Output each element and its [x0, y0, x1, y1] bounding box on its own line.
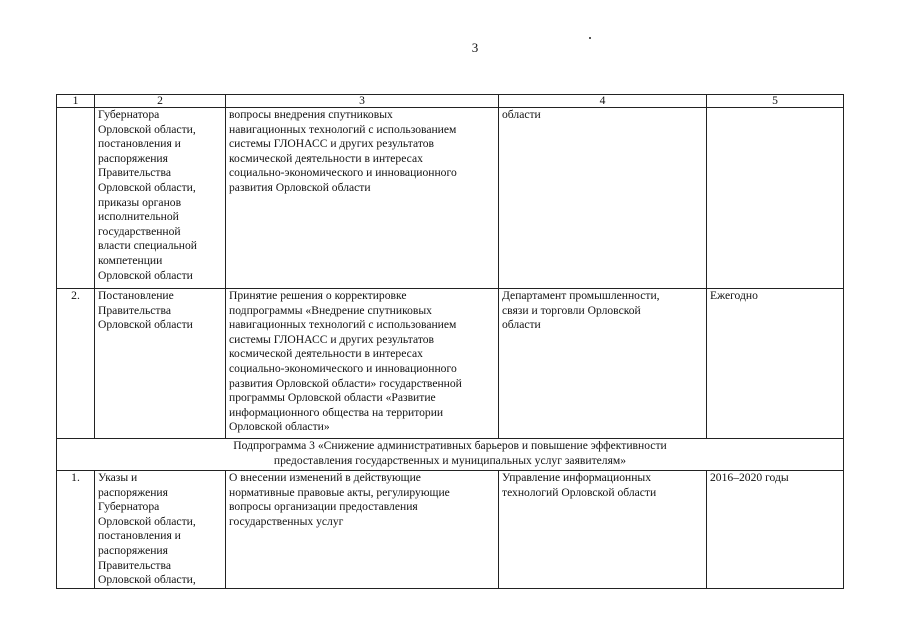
column-header-1: 1 [57, 95, 95, 108]
subprogram-heading: Подпрограмма 3 «Снижение административных барьеров и повышение эффективности предоставления государственных и муниципальных услуг заявителям» [57, 439, 844, 471]
column-header-5: 5 [707, 95, 844, 108]
subprogram-row [57, 439, 844, 471]
table-header-row [57, 95, 844, 108]
measure-content-cell: вопросы внедрения спутниковых навигационных технологий с использованием системы ГЛОНАСС и других результатов космической деятельности в интересах социально-экономического и инновационного развития Орловской области [226, 108, 499, 289]
legal-act-cell: Губернатора Орловской области, постановления и распоряжения Правительства Орловской области, приказы органов исполнительной государственной власти специальной компетенции Орловской области [95, 108, 226, 289]
row-number: 2. [57, 289, 95, 439]
term-cell [707, 108, 844, 289]
legal-act-cell: Постановление Правительства Орловской области [95, 289, 226, 439]
table-row [57, 108, 844, 289]
column-header-3: 3 [226, 95, 499, 108]
executor-cell: области [499, 108, 707, 289]
measure-content-cell: Принятие решения о корректировке подпрограммы «Внедрение спутниковых навигационных технологий с использованием системы ГЛОНАСС и других результатов космической деятельности в интересах социально-экономического и инновационного развития Орловской области» государственной программы Орловской области «Развитие информационного общества на территории Орловской области» [226, 289, 499, 439]
term-cell: Ежегодно [707, 289, 844, 439]
term-cell: 2016–2020 годы [707, 471, 844, 589]
row-number: 1. [57, 471, 95, 589]
column-header-2: 2 [95, 95, 226, 108]
table-row [57, 289, 844, 439]
column-header-4: 4 [499, 95, 707, 108]
executor-cell: Департамент промышленности, связи и торговли Орловской области [499, 289, 707, 439]
measure-content-cell: О внесении изменений в действующие нормативные правовые акты, регулирующие вопросы организации предоставления государственных услуг [226, 471, 499, 589]
legal-act-cell: Указы и распоряжения Губернатора Орловской области, постановления и распоряжения Правительства Орловской области, [95, 471, 226, 589]
measures-table [56, 94, 844, 589]
row-number [57, 108, 95, 289]
table-row [57, 471, 844, 589]
scan-speck [589, 37, 591, 39]
executor-cell: Управление информационных технологий Орловской области [499, 471, 707, 589]
page-number: 3 [471, 40, 479, 55]
